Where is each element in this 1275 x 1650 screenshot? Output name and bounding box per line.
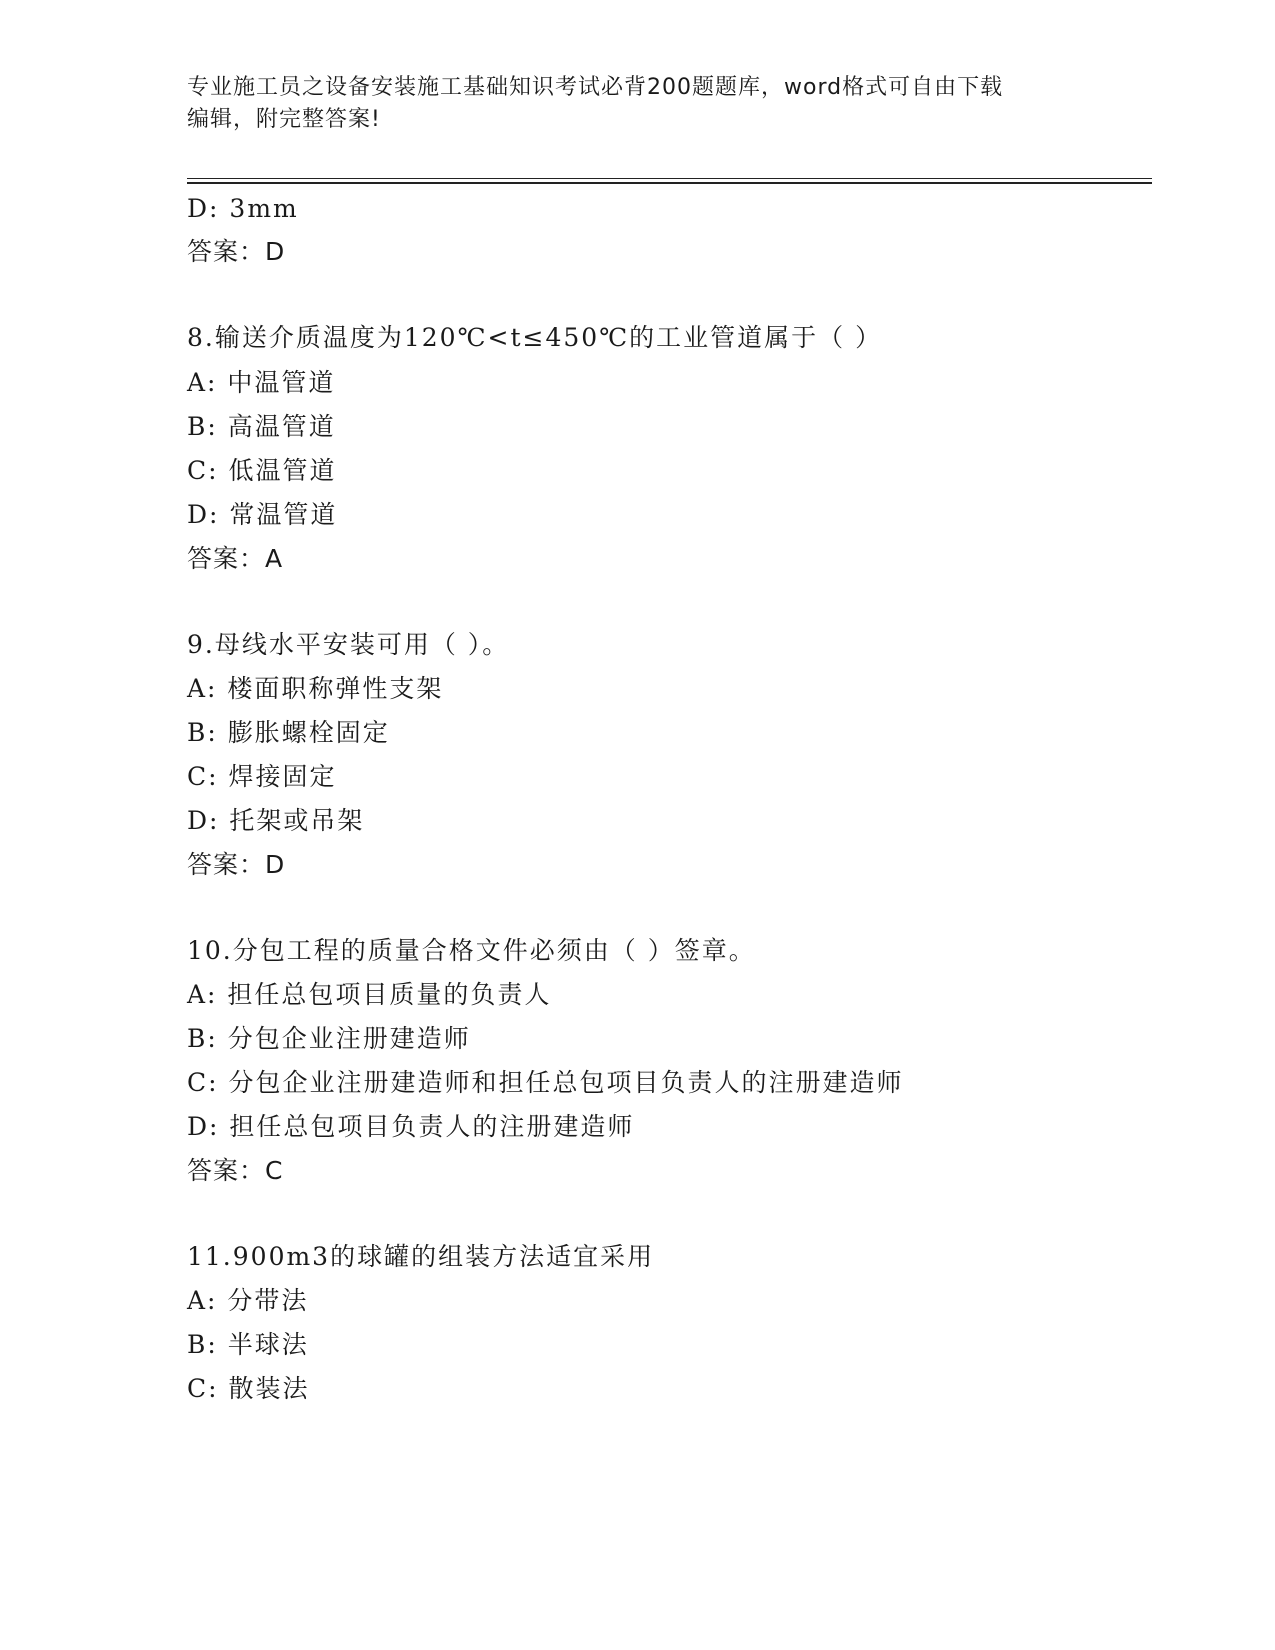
question-10-option-c: C: 分包企业注册建造师和担任总包项目负责人的注册建造师 [187, 1068, 904, 1097]
question-10-stem: 10.分包工程的质量合格文件必须由（ ）签章。 [187, 936, 756, 965]
header-divider-top [187, 178, 1152, 179]
question-11-option-b: B: 半球法 [187, 1330, 309, 1359]
question-11-option-a: A: 分带法 [187, 1286, 309, 1315]
question-8-option-b: B: 高温管道 [187, 412, 336, 441]
question-8-answer: 答案：A [187, 544, 284, 573]
question-9-answer: 答案：D [187, 850, 286, 879]
question-10-option-a: A: 担任总包项目质量的负责人 [187, 980, 552, 1009]
question-9-option-b: B: 膨胀螺栓固定 [187, 718, 390, 747]
question-9-option-d: D: 托架或吊架 [187, 806, 365, 835]
header-title-line-2: 编辑，附完整答案! [187, 107, 381, 132]
header-divider-bottom [187, 182, 1152, 184]
question-10-answer: 答案：C [187, 1156, 284, 1185]
prev-question-answer: 答案：D [187, 237, 286, 266]
question-8-option-a: A: 中温管道 [187, 368, 336, 397]
question-10-option-d: D: 担任总包项目负责人的注册建造师 [187, 1112, 635, 1141]
question-9-stem: 9.母线水平安装可用（ ）。 [187, 630, 510, 659]
question-9-option-c: C: 焊接固定 [187, 762, 337, 791]
question-11-stem: 11.900m3的球罐的组装方法适宜采用 [187, 1242, 655, 1271]
question-8-option-d: D: 常温管道 [187, 500, 338, 529]
question-8-stem: 8.输送介质温度为120℃<t≤450℃的工业管道属于（ ） [187, 323, 883, 352]
question-8-option-c: C: 低温管道 [187, 456, 337, 485]
question-11-option-c: C: 散装法 [187, 1374, 310, 1403]
document-header [187, 72, 1067, 136]
header-title-line-1: 专业施工员之设备安装施工基础知识考试必背200题题库，word格式可自由下载 [187, 75, 1004, 100]
question-10-option-b: B: 分包企业注册建造师 [187, 1024, 471, 1053]
prev-question-option-d: D: 3mm [187, 194, 299, 223]
question-9-option-a: A: 楼面职称弹性支架 [187, 674, 444, 703]
